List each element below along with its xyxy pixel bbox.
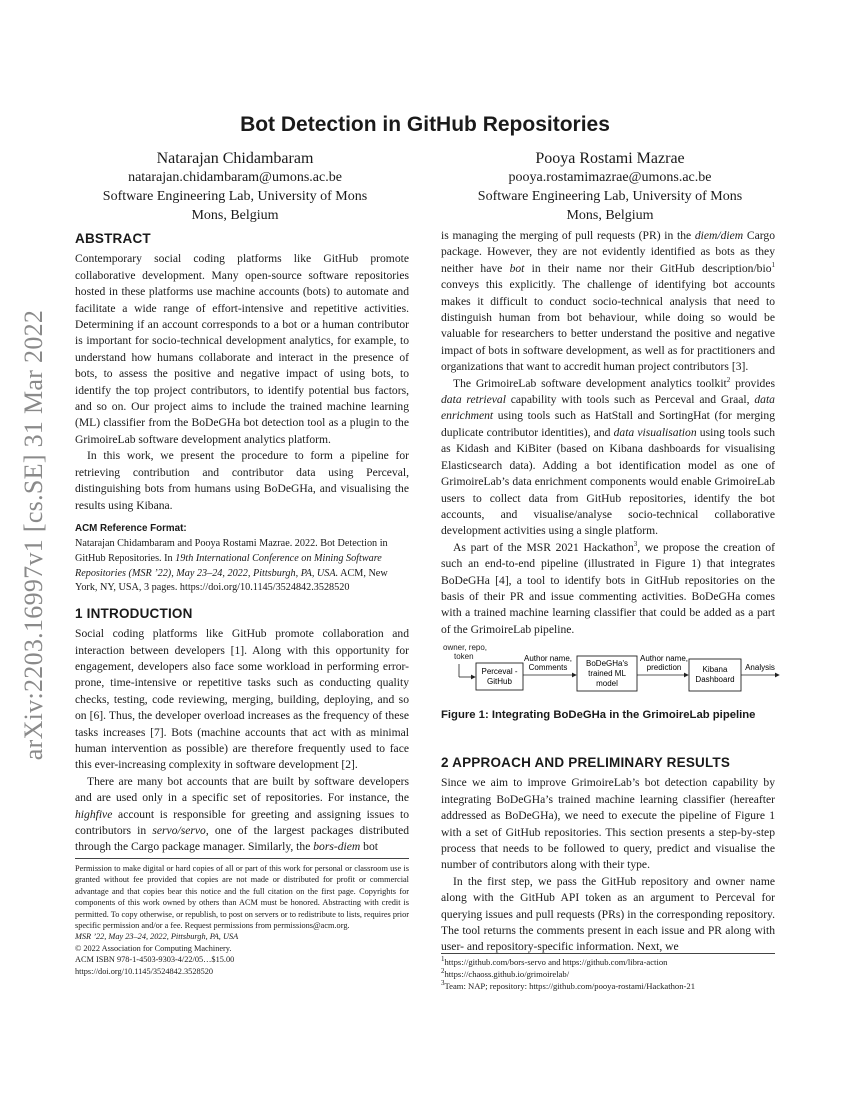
input-label-line2: token bbox=[454, 652, 474, 661]
body-paragraph: is managing the merging of pull requests (PR) in the diem/diem Cargo package. However, they are not evidently identified as bots as they neither have bot in their name nor their GitHub description/bio$^1$ conveys this explicitly. The challenge of identifying bot accounts makes it difficult to conduct socio-technical analysis that need to distinguish human from bot behaviour, while doing so would be valuable for researchers to better understand the positive and negative impact of bots in software development, as well as for practitioners and organizations that want to accredit human project contributors [3]. bbox=[441, 229, 776, 374]
copyright-line: © 2022 Association for Computing Machinery. bbox=[75, 943, 232, 953]
author-affiliation: Software Engineering Lab, University of Mons bbox=[477, 189, 743, 204]
acm-reference-text: Natarajan Chidambaram and Pooya Rostami Mazrae. 2022. Bot Detection in GitHub Repositories. In 19th International Conference on Mining Software Repositories (MSR ’22), May 23–24, 2022, Pittsburgh, PA, USA. ACM, New York, NY, USA, 3 pages. https://doi.org/10.1145/3524842.3528520 bbox=[75, 538, 388, 594]
author-affiliation: Software Engineering Lab, University of Mons bbox=[102, 189, 368, 204]
pipeline-figure bbox=[441, 640, 781, 712]
abstract-paragraph: Contemporary social coding platforms like GitHub promote collaborative development. Many open-source software repositories hosted in these platforms use machine accounts (bots) to automate and facilitate a wide range of effort-intensive and repetitive activities. Determining if an account corresponds to a bot or a human contributor is important for socio-technical development analytics, for example, to understand how humans collaborate and interact in the presence of bots, to assess the positive and negative impact of using bots, to identify the top project contributors, to identify potential bus factors, and so on. Our project aims to include the trained machine learning (ML) classifier from the BoDeGHa bot detection tool as a plugin to the GrimoireLab software development analytics platform. bbox=[75, 252, 409, 446]
edge-label: Author name, bbox=[639, 654, 689, 663]
kibana-box-label: Kibana bbox=[702, 665, 728, 674]
paper-title: Bot Detection in GitHub Repositories bbox=[240, 113, 610, 136]
conference-info: MSR ’22, May 23–24, 2022, Pittsburgh, PA, USA bbox=[75, 932, 239, 942]
arxiv-stamp-text: arXiv:2203.16997v1 [cs.SE] 31 Mar 2022 bbox=[19, 309, 48, 761]
section-2-paragraph: In the first step, we pass the GitHub repository and owner name along with the GitHub API token as an argument to Perceval for querying issues and pull requests (PRs) in the corresponding repository. The tool returns the comments present in each issue and PR along with user- and repository-specific information. Next, we bbox=[441, 874, 775, 954]
kibana-box-label: Dashboard bbox=[695, 675, 735, 684]
output-label: Analysis bbox=[745, 663, 775, 672]
section-2-heading: 2 APPROACH AND PRELIMINARY RESULTS bbox=[441, 755, 731, 770]
author-block-1 bbox=[55, 149, 415, 225]
abstract-paragraph: In this work, we present the procedure to form a pipeline for retrieving contribution and contributor data using Perceval, distinguishing bots from humans using BoDeGHa, and visualising the results using Kibana. bbox=[75, 449, 409, 512]
author-email: pooya.rostamimazrae@umons.ac.be bbox=[508, 170, 712, 185]
left-column bbox=[75, 228, 409, 856]
intro-paragraph: Social coding platforms like GitHub promote collaboration and interaction between developers [1]. Along with this opportunity for engagement, developers also face some workload in performing error-prone, time-intensive or repetitive tasks such as conducting quality checks, testing, code reviewing, merging, building, deploying, and so on [6]. Thus, the developer overload increases as the frequency of these tasks increases [7]. Bots (machine accounts that act with as minimal human intervention as possible) are therefore frequently used to face this ever-increasing complexity in software development [2]. bbox=[75, 627, 409, 772]
edge-label: prediction bbox=[646, 663, 682, 672]
footnote: $^1$https://github.com/bors-servo and https://github.com/libra-action bbox=[441, 955, 668, 967]
intro-paragraph: There are many bot accounts that are built by software developers and are used only in a specific set of repositories. For instance, the highfive account is responsible for greeting and assigning issues to contributors in servo/servo, one of the largest packages distributed through the Cargo package manager. Similarly, the bors-diem bot bbox=[75, 774, 410, 854]
body-paragraph: As part of the MSR 2021 Hackathon$^3$, we propose the creation of such an end-to-end pipeline (illustrated in Figure 1) that integrates BoDeGHa [4], a tool to identify bots in GitHub repositories on the basis of their PR and issue commenting activities. BoDeGHa comes with a trained machine learning classifier that could be added as a part of the GrimoireLab pipeline. bbox=[441, 539, 775, 636]
body-paragraph: The GrimoireLab software development analytics toolkit$^2$ provides data retrieval capability with tools such as Perceval and Graal, data enrichment using tools such as HatStall and SortingHat (for merging duplicate contributor identities), and data visualisation using tools such as Kidash and KiBiter (based on Kibana dashboards for visualising Elasticsearch data). Adding a bot identification model as one of GrimoireLab’s data enrichment components would enable GrimoireLab users to collect data from GitHub repositories, identify the bot accounts, and visualise/analyse socio-technical collaborative development activities using a single platform. bbox=[441, 375, 776, 538]
arxiv-stamp bbox=[14, 295, 54, 775]
input-label-line1: owner, repo, bbox=[443, 643, 488, 652]
bodegha-box-label: BoDeGHa's bbox=[586, 659, 628, 668]
author-location: Mons, Belgium bbox=[191, 208, 279, 223]
figure-caption: Figure 1: Integrating BoDeGHa in the GrimoireLab pipeline bbox=[441, 709, 756, 721]
author-block-2 bbox=[430, 149, 790, 225]
abstract-heading: ABSTRACT bbox=[75, 231, 151, 246]
permission-notice bbox=[75, 858, 409, 977]
footnote: $^3$Team: NAP; repository: https://github.com/pooya-rostami/Hackathon-21 bbox=[441, 978, 695, 991]
footnote: $^2$https://chaoss.github.io/grimoirelab/ bbox=[441, 966, 570, 979]
bodegha-box-label: trained ML bbox=[588, 669, 626, 678]
doi-link[interactable]: https://doi.org/10.1145/3524842.3528520 bbox=[75, 966, 214, 976]
pipeline-diagram bbox=[441, 640, 781, 712]
bodegha-box-label: model bbox=[596, 679, 618, 688]
edge-label: Comments bbox=[528, 663, 568, 672]
intro-heading: 1 INTRODUCTION bbox=[75, 605, 193, 621]
perceval-box-label: Perceval - bbox=[481, 667, 518, 676]
author-email: natarajan.chidambaram@umons.ac.be bbox=[128, 170, 342, 185]
section-2-paragraph: Since we aim to improve GrimoireLab’s bot detection capability by integrating BoDeGHa’s trained machine learning classifier (hereafter addressed as BoDeGHa), we need to execute the pipeline of Figure 1 with a set of GitHub repositories. This section presents a step-by-step process that needs to be followed to query, predict and visualise the number of contributors along with their type. bbox=[441, 776, 775, 872]
footnotes bbox=[441, 953, 775, 992]
acm-reference-heading: ACM Reference Format: bbox=[75, 522, 187, 534]
perceval-box-label: GitHub bbox=[487, 677, 512, 686]
author-name: Natarajan Chidambaram bbox=[156, 150, 314, 167]
author-name: Pooya Rostami Mazrae bbox=[535, 150, 685, 167]
right-column bbox=[441, 228, 775, 638]
permission-text: Permission to make digital or hard copies of all or part of this work for personal or classroom use is granted without fee provided that copies are not made or distributed for profit or commercial advantage and that copies bear this notice and the full citation on the first page. Copyrights for components of this work owned by others than ACM must be honored. Abstracting with credit is permitted. To copy otherwise, or republish, to post on servers or to redistribute to lists, requires prior specific permission and/or a fee. Request permissions from permissions@acm.org. bbox=[75, 864, 409, 931]
author-location: Mons, Belgium bbox=[566, 208, 654, 223]
section-2 bbox=[441, 752, 775, 956]
edge-label: Author name, bbox=[523, 654, 573, 663]
isbn-line: ACM ISBN 978-1-4503-9303-4/22/05…$15.00 bbox=[75, 955, 235, 965]
